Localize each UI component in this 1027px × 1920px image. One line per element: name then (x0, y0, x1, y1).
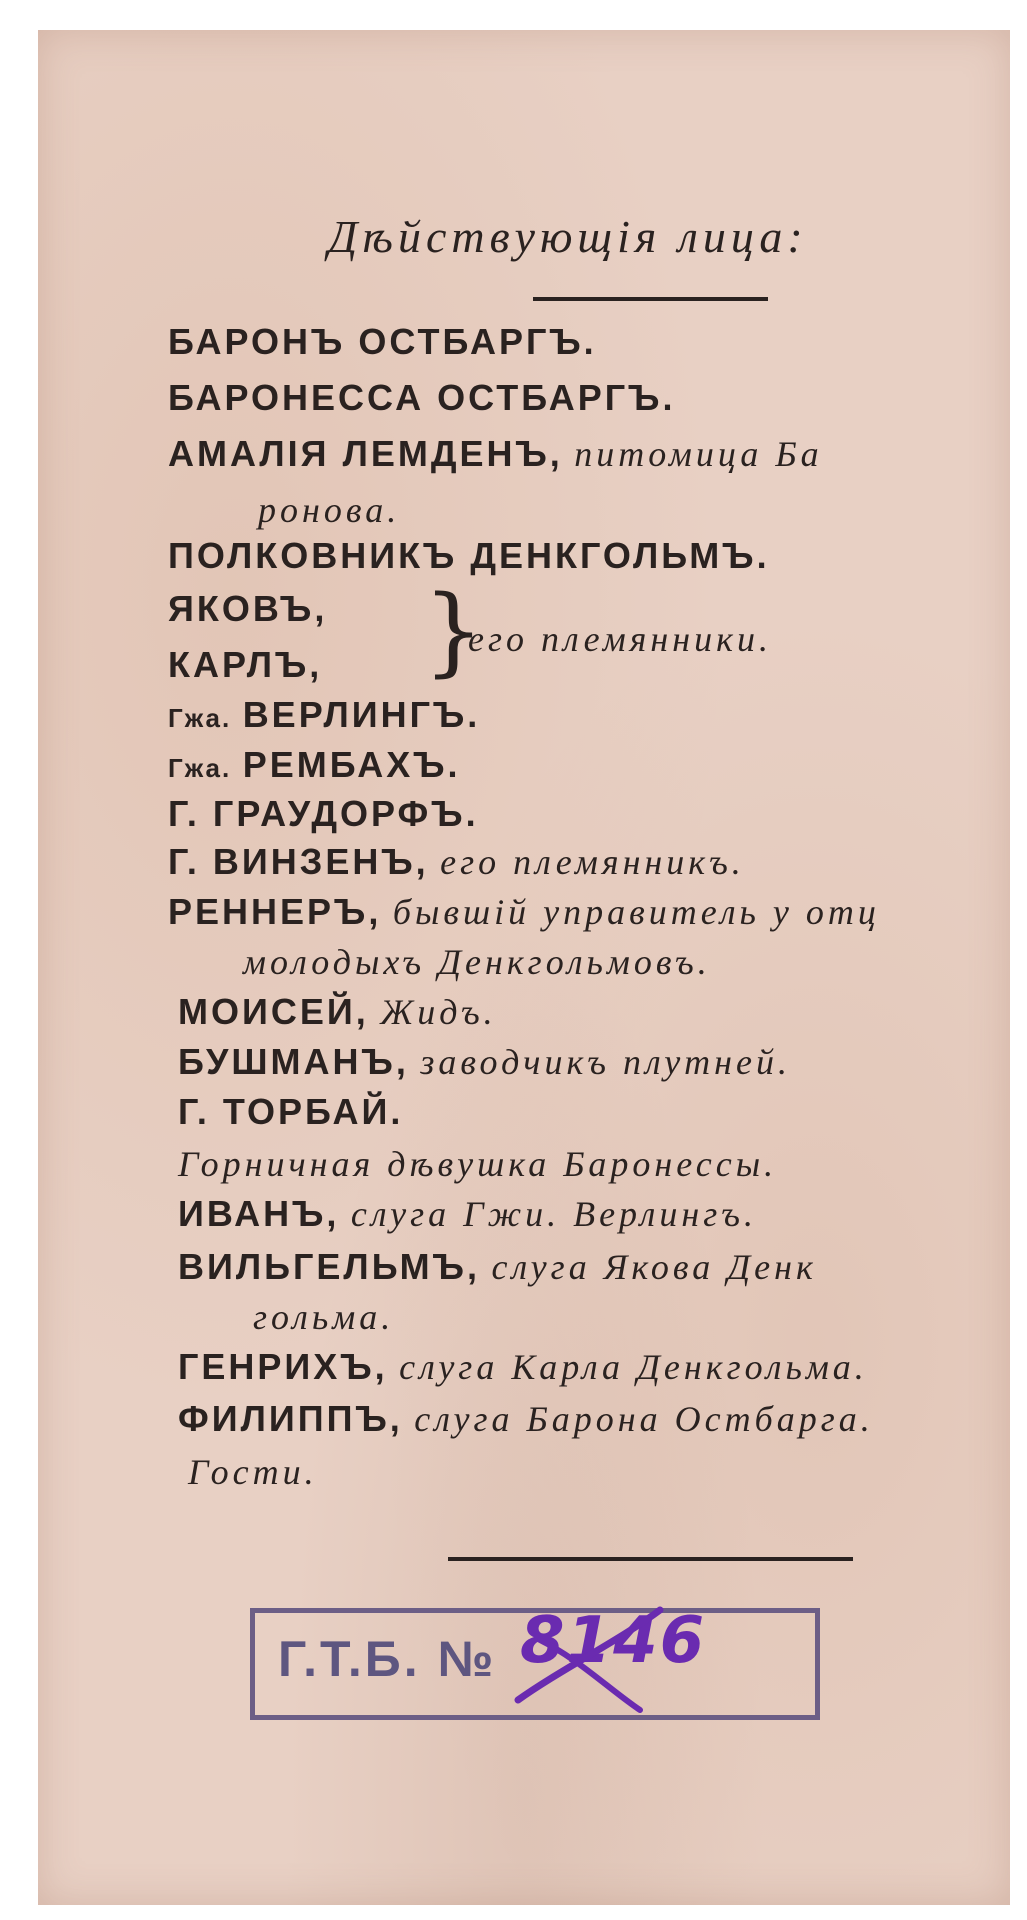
cast-name: ГЕНРИХЪ, (178, 1346, 388, 1387)
cast-description: его племянникъ. (440, 842, 745, 882)
cast-name: Г. ГРАУДОРФЪ. (168, 793, 479, 834)
cast-name: БАРОНЪ ОСТБАРГЪ. (168, 321, 597, 362)
stamp-handwritten-number: 8146 (520, 1604, 707, 1678)
cast-name: ВЕРЛИНГЪ. (242, 694, 481, 735)
cast-description: Жидъ. (380, 992, 497, 1032)
cast-title: Гжа. (168, 703, 232, 733)
cast-name: РЕМБАХЪ. (242, 744, 461, 785)
cast-description: питомица Ба (574, 434, 823, 474)
cast-name: РЕННЕРЪ, (168, 891, 382, 932)
cast-name: ЯКОВЪ, (168, 588, 328, 629)
cast-description: Горничная дѣвушка Баронессы. (178, 1144, 778, 1184)
cast-description: слуга Якова Денк (491, 1247, 817, 1287)
stamp-printed-text: Г.Т.Б. № (278, 1631, 497, 1687)
page-heading: Дѣйствующія лица: (328, 211, 808, 262)
cast-name: Г. ВИНЗЕНЪ, (168, 841, 429, 882)
cast-name: ПОЛКОВНИКЪ ДЕНКГОЛЬМЪ. (168, 535, 770, 576)
cast-description: слуга Барона Остбарга. (414, 1399, 874, 1439)
cast-description: гольма. (253, 1297, 395, 1337)
cast-name: Г. ТОРБАЙ. (178, 1091, 404, 1132)
cast-name: БУШМАНЪ, (178, 1041, 409, 1082)
cast-description: ронова. (258, 490, 401, 530)
cast-name: КАРЛЪ, (168, 644, 323, 685)
cast-name: МОИСЕЙ, (178, 991, 369, 1032)
cast-name: ФИЛИППЪ, (178, 1398, 403, 1439)
cast-description: Гости. (188, 1452, 318, 1492)
brace-note: его племянники. (468, 619, 772, 659)
cast-title: Гжа. (168, 753, 232, 783)
cast-name: ВИЛЬГЕЛЬМЪ, (178, 1246, 480, 1287)
cast-description: молодыхъ Денкгольмовъ. (243, 942, 711, 982)
cast-description: слуга Карла Денкгольма. (399, 1347, 868, 1387)
cast-description: слуга Гжи. Верлингъ. (350, 1194, 757, 1234)
cast-description: бывшій управитель у отц (392, 892, 880, 932)
curly-brace: } (423, 575, 485, 687)
cast-name: АМАЛІЯ ЛЕМДЕНЪ, (168, 433, 563, 474)
cast-description: заводчикъ плутней. (420, 1042, 792, 1082)
cast-name: ИВАНЪ, (178, 1193, 340, 1234)
cast-name: БАРОНЕССА ОСТБАРГЪ. (168, 377, 676, 418)
